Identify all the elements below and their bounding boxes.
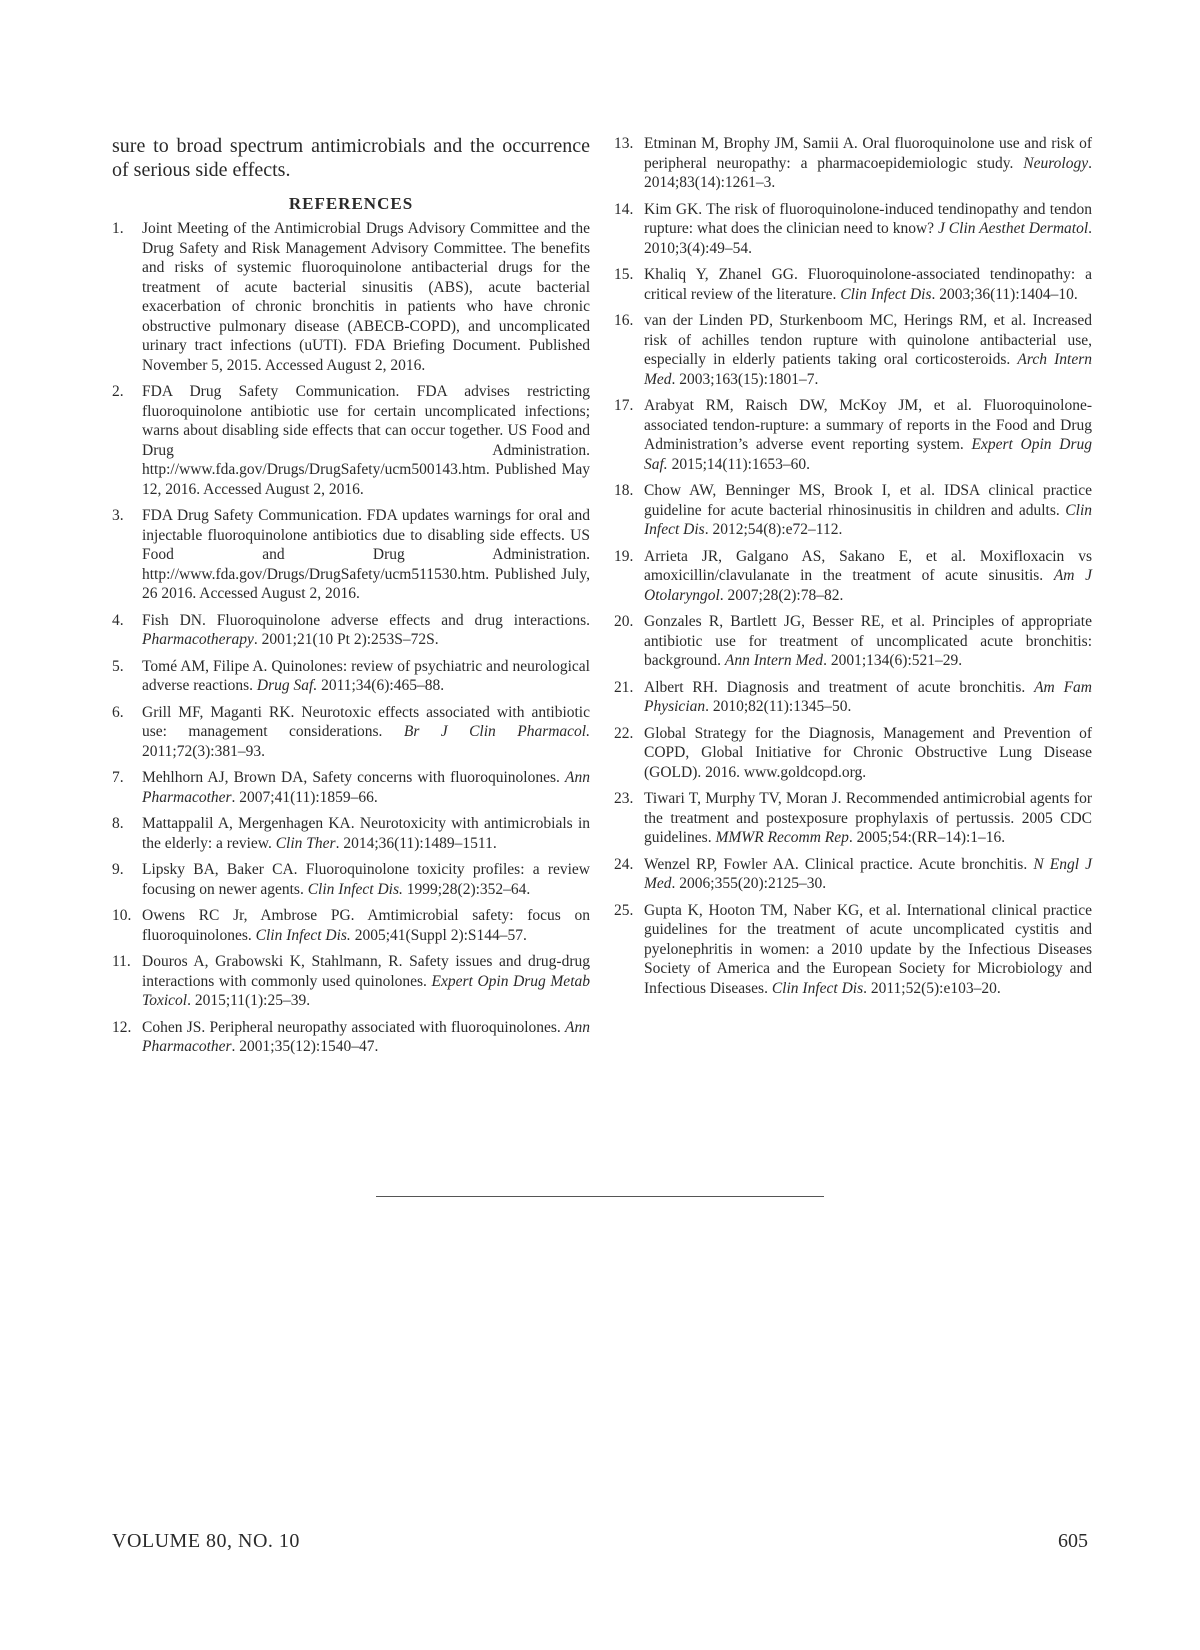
reference-item xyxy=(614,547,1092,606)
reference-text xyxy=(142,703,590,762)
reference-journal: Expert Opin Drug Saf. xyxy=(644,436,1093,473)
reference-citation: Douros A, Grabowski K, Stahlmann, R. Safety issues and drug-drug interactions with commonly used quinolones. xyxy=(142,953,590,990)
reference-item xyxy=(112,814,590,853)
reference-text xyxy=(644,612,1092,671)
reference-citation: Khaliq Y, Zhanel GG. Fluoroquinolone-associated tendinopathy: a critical review of the literature. xyxy=(644,266,1092,303)
reference-citation: Gonzales R, Bartlett JG, Besser RE, et al. Principles of appropriate antibiotic use for treatment of uncomplicated acute bronchitis: background. xyxy=(644,613,1092,669)
reference-journal: Ann Intern Med xyxy=(724,652,824,669)
footer-page-number: 605 xyxy=(1058,1530,1088,1552)
reference-citation: Global Strategy for the Diagnosis, Management and Prevention of COPD, Global Initiative for Chronic Obstructive Lung Disease (GOLD). 2016. www.goldcopd.org. xyxy=(644,724,1092,781)
reference-journal: Clin Infect Dis xyxy=(771,979,864,997)
reference-journal: J Clin Aesthet Dermatol xyxy=(938,220,1089,237)
reference-volume-pages: . 2015;11(1):25–39. xyxy=(187,992,311,1009)
reference-volume-pages: . 2005;54:(RR–14):1–16. xyxy=(848,829,1006,846)
reference-citation: Fish DN. Fluoroquinolone adverse effects and drug interactions. xyxy=(142,611,590,629)
reference-number: 19. xyxy=(614,547,634,565)
reference-item xyxy=(112,382,590,499)
reference-citation: van der Linden PD, Sturkenboom MC, Herings RM, et al. Increased risk of achilles tendon rupture with quinolone antibacterial use, especially in elderly patients taking oral corticosteroids. xyxy=(644,312,1092,368)
reference-item xyxy=(614,678,1092,717)
reference-journal: Expert Opin Drug Metab Toxicol xyxy=(142,972,590,1009)
reference-item xyxy=(614,855,1092,894)
intro-paragraph: sure to broad spectrum antimicrobials and the occurrence of serious side effects. xyxy=(112,135,590,181)
reference-volume-pages: . 2012;54(8):e72–112. xyxy=(704,521,843,538)
reference-text xyxy=(142,219,590,375)
reference-number: 15. xyxy=(614,266,634,283)
reference-item xyxy=(614,134,1092,193)
reference-item xyxy=(614,481,1092,540)
reference-journal: Ann Pharmacother xyxy=(142,769,590,806)
reference-text xyxy=(142,657,590,696)
reference-volume-pages: . 2014;83(14):1261–3. xyxy=(644,154,1092,191)
reference-number: 4. xyxy=(112,611,124,629)
reference-text xyxy=(644,678,1092,717)
reference-citation: Wenzel RP, Fowler AA. Clinical practice. Acute bronchitis. xyxy=(644,855,1034,873)
reference-volume-pages: . 2001;21(10 Pt 2):253S–72S. xyxy=(253,631,439,648)
reference-item xyxy=(614,612,1092,671)
reference-text xyxy=(644,789,1092,848)
reference-journal: Neurology xyxy=(1023,154,1089,172)
reference-volume-pages: 2011;34(6):465–88. xyxy=(317,677,445,694)
reference-volume-pages: . 2003;36(11):1404–10. xyxy=(931,285,1078,303)
reference-number: 23. xyxy=(614,790,634,807)
reference-text xyxy=(644,855,1092,894)
reference-item xyxy=(112,657,590,696)
reference-citation: Cohen JS. Peripheral neuropathy associated with fluoroquinolones. xyxy=(142,1018,566,1036)
reference-number: 21. xyxy=(614,678,634,696)
references-list-right xyxy=(614,134,1092,998)
reference-text xyxy=(142,860,590,899)
reference-volume-pages: . 2001;35(12):1540–47. xyxy=(231,1038,379,1055)
reference-number: 8. xyxy=(112,815,124,832)
reference-text xyxy=(142,952,590,1011)
reference-citation: Arabyat RM, Raisch DW, McKoy JM, et al. Fluoroquinolone-associated tendon-rupture: a summary of reports in the Food and Drug Administration’s adverse event reporting system. xyxy=(644,397,1092,453)
reference-number: 22. xyxy=(614,724,634,742)
reference-citation: Arrieta JR, Galgano AS, Sakano E, et al. Moxifloxacin vs amoxicillin/clavulanate in the treatment of acute sinusitis. xyxy=(644,547,1092,584)
reference-volume-pages: . 2007;41(11):1859–66. xyxy=(231,788,378,806)
right-column xyxy=(614,134,1092,1005)
reference-number: 16. xyxy=(614,312,634,329)
reference-text xyxy=(142,382,590,499)
reference-citation: Kim GK. The risk of fluoroquinolone-induced tendinopathy and tendon rupture: what does the clinician need to know? xyxy=(644,200,1092,237)
reference-text xyxy=(644,134,1092,193)
reference-journal: Clin Infect Dis. xyxy=(255,926,351,944)
reference-item xyxy=(614,396,1092,474)
reference-volume-pages: . 2011;52(5):e103–20. xyxy=(863,979,1001,997)
reference-citation: Gupta K, Hooton TM, Naber KG, et al. International clinical practice guidelines for the treatment of acute uncomplicated cystitis and pyelonephritis in women: a 2010 update by the Infectious Diseases Society of America and the European Society for Microbiology and Infectious Diseases. xyxy=(644,901,1092,997)
reference-journal: Clin Infect Dis. xyxy=(307,880,403,898)
reference-citation: FDA Drug Safety Communication. FDA advises restricting fluoroquinolone antibiotic use for certain uncomplicated infections; warns about disabling side effects that can occur together. US Food and Drug Administration. http://www.fda.gov/Drugs/DrugSafety/ucm500143.htm. Published May 12, 2016. Accessed August 2, 2016. xyxy=(142,383,590,498)
reference-text xyxy=(142,506,590,604)
reference-journal: Ann Pharmacother xyxy=(142,1018,590,1055)
reference-volume-pages: . 2014;36(11):1489–1511. xyxy=(335,834,497,852)
reference-citation: FDA Drug Safety Communication. FDA updates warnings for oral and injectable fluoroquinolone antibiotics due to disabling side effects. US Food and Drug Administration. http://www.fda.gov/Drugs/DrugSafety/ucm511530.htm. Published July, 26 2016. Accessed August 2, 2016. xyxy=(142,507,590,602)
reference-item xyxy=(112,952,590,1011)
reference-citation: Albert RH. Diagnosis and treatment of acute bronchitis. xyxy=(644,678,1035,696)
reference-text xyxy=(644,396,1092,474)
reference-citation: Grill MF, Maganti RK. Neurotoxic effects associated with antibiotic use: management considerations. xyxy=(142,703,590,740)
reference-text xyxy=(644,547,1092,606)
reference-text xyxy=(644,901,1092,999)
reference-number: 1. xyxy=(112,220,124,237)
reference-citation: Lipsky BA, Baker CA. Fluoroquinolone toxicity profiles: a review focusing on newer agents. xyxy=(142,861,590,898)
reference-item xyxy=(614,311,1092,389)
reference-number: 18. xyxy=(614,482,634,499)
reference-text xyxy=(644,311,1092,389)
reference-text xyxy=(142,814,590,853)
reference-number: 2. xyxy=(112,383,124,400)
reference-journal: Drug Saf. xyxy=(256,677,318,694)
reference-citation: Tiwari T, Murphy TV, Moran J. Recommended antimicrobial agents for the treatment and postexposure prophylaxis of pertussis. 2005 CDC guidelines. xyxy=(644,790,1092,846)
reference-citation: Mattappalil A, Mergenhagen KA. Neurotoxicity with antimicrobials in the elderly: a review. xyxy=(142,815,590,852)
reference-item xyxy=(112,1018,590,1057)
reference-text xyxy=(644,200,1092,259)
reference-journal: N Engl J Med xyxy=(644,855,1092,892)
reference-item xyxy=(614,901,1092,999)
reference-citation: Tomé AM, Filipe A. Quinolones: review of psychiatric and neurological adverse reactions. xyxy=(142,657,590,694)
reference-volume-pages: . 2010;82(11):1345–50. xyxy=(705,698,852,715)
reference-journal: Clin Infect Dis xyxy=(840,285,932,303)
reference-citation: Joint Meeting of the Antimicrobial Drugs Advisory Committee and the Drug Safety and Risk Management Advisory Committee. The benefits and risks of systemic fluoroquinolone antibacterial drugs for the treatment of acute bacterial sinusitis (ABS), acute bacterial exacerbation of chronic bronchitis in patients who have chronic obstructive pulmonary disease (ABECB-COPD), and uncomplicated urinary tract infections (uUTI). FDA Briefing Document. Published November 5, 2015. Accessed August 2, 2016. xyxy=(142,220,590,374)
reference-number: 13. xyxy=(614,135,634,152)
references-heading: REFERENCES xyxy=(288,194,414,213)
reference-journal: Pharmacotherapy xyxy=(142,631,254,648)
reference-item xyxy=(614,724,1092,783)
reference-journal: Clin Infect Dis xyxy=(644,501,1092,538)
reference-item xyxy=(112,768,590,807)
reference-item xyxy=(112,860,590,899)
reference-number: 24. xyxy=(614,855,634,873)
reference-item xyxy=(614,265,1092,304)
reference-text xyxy=(142,1018,590,1057)
reference-text xyxy=(142,611,590,650)
reference-number: 25. xyxy=(614,901,634,919)
reference-item xyxy=(112,906,590,945)
reference-volume-pages: 1999;28(2):352–64. xyxy=(402,880,531,898)
reference-item xyxy=(614,789,1092,848)
reference-citation: Mehlhorn AJ, Brown DA, Safety concerns with fluoroquinolones. xyxy=(142,769,566,786)
reference-number: 12. xyxy=(112,1018,132,1036)
reference-volume-pages: . 2010;3(4):49–54. xyxy=(644,220,1093,257)
reference-journal: Clin Ther xyxy=(275,834,336,852)
references-list-left xyxy=(112,219,590,1057)
reference-item xyxy=(614,200,1092,259)
reference-number: 20. xyxy=(614,613,634,630)
reference-journal: Br J Clin Pharmacol. xyxy=(403,723,590,740)
reference-volume-pages: . 2003;163(15):1801–7. xyxy=(671,370,819,388)
left-column xyxy=(112,134,590,1064)
reference-volume-pages: . 2001;134(6):521–29. xyxy=(823,652,963,669)
reference-journal: Arch Intern Med xyxy=(644,351,1092,388)
reference-number: 5. xyxy=(112,657,124,675)
reference-volume-pages: 2005;41(Suppl 2):S144–57. xyxy=(350,926,527,944)
reference-text xyxy=(644,481,1092,540)
reference-volume-pages: . 2007;28(2):78–82. xyxy=(719,586,844,604)
reference-citation: Etminan M, Brophy JM, Samii A. Oral fluoroquinolone use and risk of peripheral neuropathy: a pharmacoepidemiologic study. xyxy=(644,135,1092,172)
reference-volume-pages: 2015;14(11):1653–60. xyxy=(667,455,811,473)
reference-number: 7. xyxy=(112,769,124,786)
reference-number: 3. xyxy=(112,507,124,524)
reference-number: 9. xyxy=(112,861,124,878)
reference-item xyxy=(112,611,590,650)
reference-journal: MMWR Recomm Rep xyxy=(715,829,849,846)
reference-citation: Owens RC Jr, Ambrose PG. Amtimicrobial safety: focus on fluoroquinolones. xyxy=(142,907,590,944)
reference-number: 11. xyxy=(112,953,131,970)
reference-text xyxy=(644,724,1092,783)
reference-text xyxy=(142,906,590,945)
reference-number: 14. xyxy=(614,200,634,218)
reference-volume-pages: 2011;72(3):381–93. xyxy=(142,742,265,760)
end-rule xyxy=(376,1196,824,1197)
reference-volume-pages: . 2006;355(20):2125–30. xyxy=(671,875,827,892)
reference-journal: Am J Otolaryngol xyxy=(644,567,1092,604)
reference-item xyxy=(112,506,590,604)
footer-volume: VOLUME 80, NO. 10 xyxy=(112,1530,300,1552)
reference-number: 10. xyxy=(112,907,132,924)
reference-number: 17. xyxy=(614,397,634,414)
reference-text xyxy=(644,265,1092,304)
reference-journal: Am Fam Physician xyxy=(644,678,1093,715)
reference-item xyxy=(112,703,590,762)
reference-item xyxy=(112,219,590,375)
reference-text xyxy=(142,768,590,807)
reference-citation: Chow AW, Benninger MS, Brook I, et al. IDSA clinical practice guideline for acute bacterial rhinosinusitis in children and adults. xyxy=(644,482,1092,519)
reference-number: 6. xyxy=(112,703,124,721)
